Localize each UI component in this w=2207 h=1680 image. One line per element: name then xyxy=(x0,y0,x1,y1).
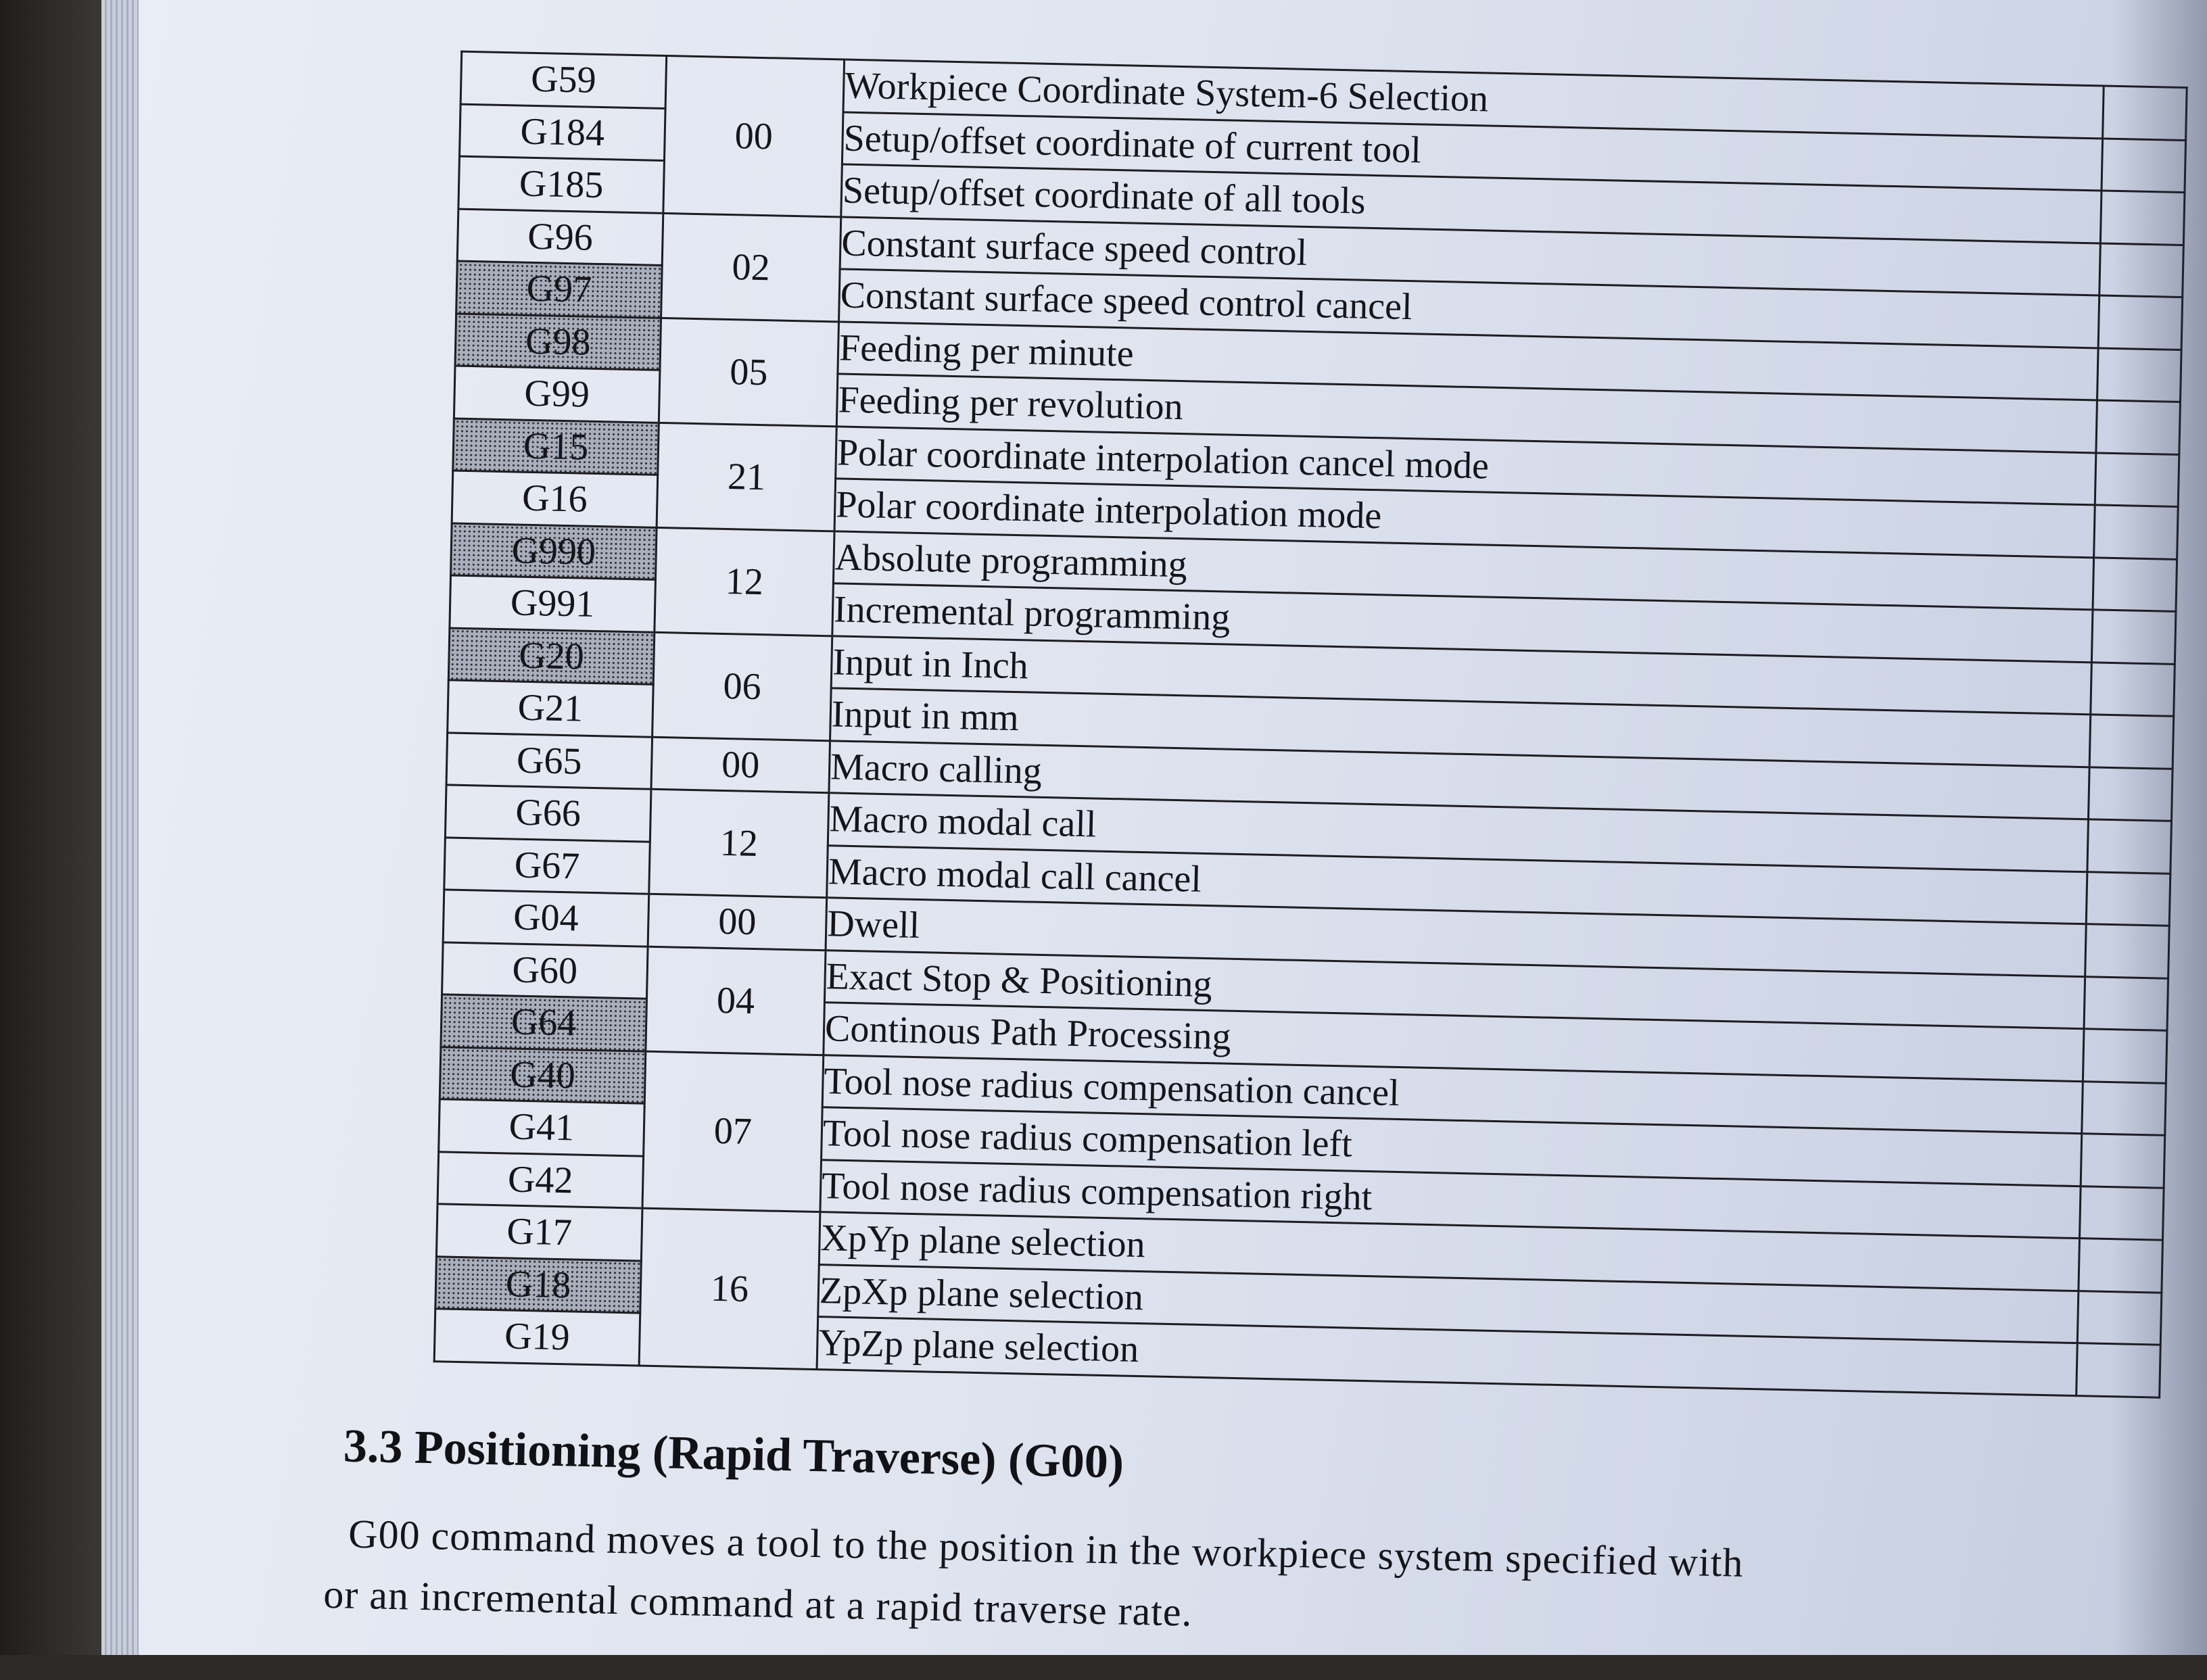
description-cell: Absolute programming xyxy=(833,531,2093,609)
g-code-cell: G20 xyxy=(448,627,655,684)
g-code-cell: G60 xyxy=(442,942,648,999)
description-cell: Incremental programming xyxy=(832,583,2093,662)
description-cell: Constant surface speed control xyxy=(840,216,2100,295)
g-code-cell: G99 xyxy=(454,366,660,423)
group-cell: 12 xyxy=(649,789,829,897)
description-cell: Exact Stop & Positioning xyxy=(824,950,2085,1028)
g-code-cell: G66 xyxy=(445,785,651,842)
group-cell: 16 xyxy=(639,1208,820,1369)
g-code-cell: G18 xyxy=(435,1256,642,1313)
g-code-cell: G96 xyxy=(457,209,663,266)
description-cell: Feeding per minute xyxy=(838,321,2098,400)
group-cell: 21 xyxy=(657,423,836,531)
paragraph-line-1: G00 command moves a tool to the position in the workpiece system specified with xyxy=(348,1511,1745,1585)
g-code-cell: G185 xyxy=(458,156,665,213)
g-code-cell: G40 xyxy=(440,1047,646,1103)
g-code-cell: G41 xyxy=(439,1099,645,1156)
description-cell: Constant surface speed control cancel xyxy=(839,269,2099,347)
description-cell: XpYp plane selection xyxy=(819,1212,2079,1291)
group-cell: 04 xyxy=(646,946,826,1055)
group-cell: 12 xyxy=(655,527,834,635)
description-cell: Macro modal call cancel xyxy=(827,845,2087,923)
group-cell: 06 xyxy=(652,632,832,740)
g-code-table xyxy=(433,51,2188,1399)
g-code-cell: G65 xyxy=(446,732,652,789)
group-cell: 00 xyxy=(663,56,845,217)
g-code-cell: G17 xyxy=(436,1204,642,1261)
description-cell: Input in Inch xyxy=(831,635,2091,714)
g-code-cell: G184 xyxy=(460,104,666,161)
description-cell: YpZp plane selection xyxy=(817,1317,2077,1395)
group-cell: 07 xyxy=(642,1051,824,1212)
g-code-cell: G04 xyxy=(443,890,649,946)
g-code-cell: G19 xyxy=(434,1309,640,1366)
description-cell: Workpiece Coordinate System-6 Selection xyxy=(843,59,2104,138)
description-cell: Continous Path Processing xyxy=(824,1003,2084,1081)
g-code-cell: G64 xyxy=(441,994,647,1051)
g-code-cell: G67 xyxy=(444,837,650,894)
description-cell: Macro calling xyxy=(829,740,2089,819)
g-code-cell: G16 xyxy=(452,471,658,527)
description-cell: Input in mm xyxy=(830,688,2091,767)
description-cell: Tool nose radius compensation left xyxy=(822,1107,2082,1186)
description-cell: Feeding per revolution xyxy=(836,374,2097,452)
description-cell: Tool nose radius compensation right xyxy=(820,1159,2081,1238)
description-cell: Tool nose radius compensation cancel xyxy=(822,1055,2083,1133)
section-heading: 3.3 Positioning (Rapid Traverse) (G00) xyxy=(343,1420,1124,1489)
page-curl-shadow xyxy=(2112,0,2207,1655)
paragraph-line-2: or an incremental command at a rapid traverse rate. xyxy=(323,1571,1193,1635)
description-cell: Setup/offset coordinate of all tools xyxy=(841,164,2102,243)
g-code-cell: G21 xyxy=(448,680,654,737)
description-cell: ZpXp plane selection xyxy=(818,1264,2079,1343)
g-code-cell: G98 xyxy=(455,314,661,370)
g-code-cell: G97 xyxy=(456,261,663,318)
group-cell: 02 xyxy=(661,213,841,321)
g-code-cell: G990 xyxy=(451,523,657,580)
g-code-cell: G42 xyxy=(437,1151,644,1208)
g-code-cell: G15 xyxy=(453,418,659,475)
description-cell: Polar coordinate interpolation mode xyxy=(834,479,2095,557)
description-cell: Polar coordinate interpolation cancel mode xyxy=(836,426,2096,504)
group-cell: 05 xyxy=(659,318,838,426)
description-cell: Dwell xyxy=(826,898,2086,976)
description-cell: Setup/offset coordinate of current tool xyxy=(842,112,2102,190)
g-code-cell: G991 xyxy=(450,575,656,632)
g-code-cell: G59 xyxy=(460,51,667,108)
group-cell: 00 xyxy=(648,894,827,950)
description-cell: Macro modal call xyxy=(828,793,2088,871)
group-cell: 00 xyxy=(651,737,830,793)
